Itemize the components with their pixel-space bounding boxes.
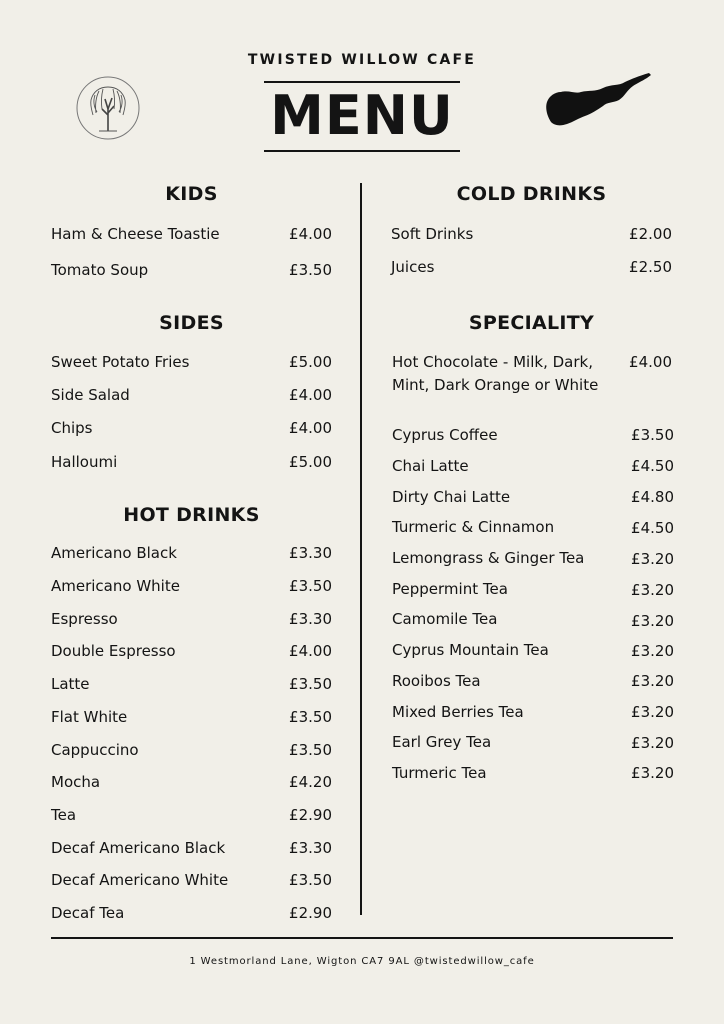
menu-item-name: Cyprus Coffee: [392, 426, 498, 444]
menu-item-price: £2.00: [629, 225, 672, 243]
section-title-kids: KIDS: [165, 183, 218, 205]
menu-item-name: Turmeric Tea: [392, 764, 487, 782]
cafe-name: TWISTED WILLOW CAFE: [247, 52, 477, 68]
menu-item-name: Side Salad: [51, 386, 130, 404]
menu-item-name: Espresso: [51, 610, 118, 628]
menu-item-price: £4.00: [289, 419, 332, 437]
menu-item-price: £2.50: [629, 258, 672, 276]
menu-item-name: Camomile Tea: [392, 610, 498, 628]
title-rule-bottom: [264, 150, 460, 152]
menu-item-name: Tomato Soup: [51, 261, 149, 279]
menu-item-price: £5.00: [289, 353, 332, 371]
menu-item-price: £3.20: [631, 734, 674, 752]
menu-item-price: £2.90: [289, 904, 332, 922]
menu-item-price: £4.00: [289, 225, 332, 243]
menu-item-name: Decaf Americano White: [51, 871, 229, 889]
menu-item-price: £4.80: [631, 488, 674, 506]
menu-item-price: £3.20: [631, 703, 674, 721]
menu-item-name: Americano White: [51, 577, 180, 595]
menu-item-name: Chips: [51, 419, 93, 437]
menu-item-name: Soft Drinks: [391, 225, 474, 243]
menu-item-price: £3.50: [289, 708, 332, 726]
menu-item-price: £3.50: [289, 741, 332, 759]
menu-item-price: £3.50: [289, 577, 332, 595]
footer-rule: [51, 937, 673, 939]
menu-item-price: £4.20: [289, 773, 332, 791]
menu-item-name: Ham & Cheese Toastie: [51, 225, 220, 243]
menu-item-name: Halloumi: [51, 453, 118, 471]
menu-item-name: Chai Latte: [392, 457, 469, 475]
menu-item-price: £3.30: [289, 839, 332, 857]
menu-item-price: £3.20: [631, 672, 674, 690]
menu-item-name: Cappuccino: [51, 741, 139, 759]
menu-item-name: Latte: [51, 675, 90, 693]
section-title-hot-drinks: HOT DRINKS: [123, 504, 260, 526]
menu-item-name: Decaf Americano Black: [51, 839, 226, 857]
willow-tree-icon: [75, 75, 141, 141]
section-title-cold-drinks: COLD DRINKS: [456, 183, 607, 205]
menu-item-name: Double Espresso: [51, 642, 176, 660]
column-divider: [360, 183, 362, 915]
section-title-speciality: SPECIALITY: [468, 312, 595, 334]
title-rule-top: [264, 81, 460, 83]
menu-item-name: Americano Black: [51, 544, 177, 562]
menu-item-price: £3.50: [289, 261, 332, 279]
menu-item-price: £3.30: [289, 544, 332, 562]
menu-item-price: £3.20: [631, 612, 674, 630]
section-title-sides: SIDES: [159, 312, 224, 334]
footer-address: 1 Westmorland Lane, Wigton CA7 9AL @twistedwillow_cafe: [189, 956, 535, 967]
menu-item-price: £4.00: [629, 353, 672, 371]
menu-item-price: £4.50: [631, 457, 674, 475]
menu-item-name: Earl Grey Tea: [392, 733, 492, 751]
menu-item-name: Turmeric & Cinnamon: [392, 518, 555, 536]
menu-item-price: £3.30: [289, 610, 332, 628]
menu-item-name: Mocha: [51, 773, 101, 791]
menu-item-price: £3.50: [289, 675, 332, 693]
menu-item-name: Flat White: [51, 708, 128, 726]
menu-item-price: £4.00: [289, 386, 332, 404]
menu-item-price: £3.20: [631, 581, 674, 599]
menu-item-price: £5.00: [289, 453, 332, 471]
menu-item-price: £3.20: [631, 550, 674, 568]
menu-item-name: Dirty Chai Latte: [392, 488, 511, 506]
menu-item-name: Juices: [391, 258, 435, 276]
menu-item-name: Rooibos Tea: [392, 672, 481, 690]
cyprus-island-icon: [545, 70, 653, 132]
menu-item-price: £4.50: [631, 519, 674, 537]
menu-item-name: Tea: [51, 806, 77, 824]
menu-item-price: £2.90: [289, 806, 332, 824]
menu-item-name: Hot Chocolate - Milk, Dark, Mint, Dark Orange or White: [392, 353, 599, 394]
menu-item-price: £3.50: [289, 871, 332, 889]
menu-item-price: £3.50: [631, 426, 674, 444]
menu-item-name: Cyprus Mountain Tea: [392, 641, 549, 659]
menu-item-name: Peppermint Tea: [392, 580, 508, 598]
menu-item-name: Sweet Potato Fries: [51, 353, 190, 371]
menu-item-price: £3.20: [631, 642, 674, 660]
page-title: MENU: [270, 84, 454, 147]
menu-item-name: Lemongrass & Ginger Tea: [392, 549, 585, 567]
menu-item-price: £4.00: [289, 642, 332, 660]
menu-item-price: £3.20: [631, 764, 674, 782]
menu-item-name: Decaf Tea: [51, 904, 125, 922]
menu-item-name: Mixed Berries Tea: [392, 703, 524, 721]
